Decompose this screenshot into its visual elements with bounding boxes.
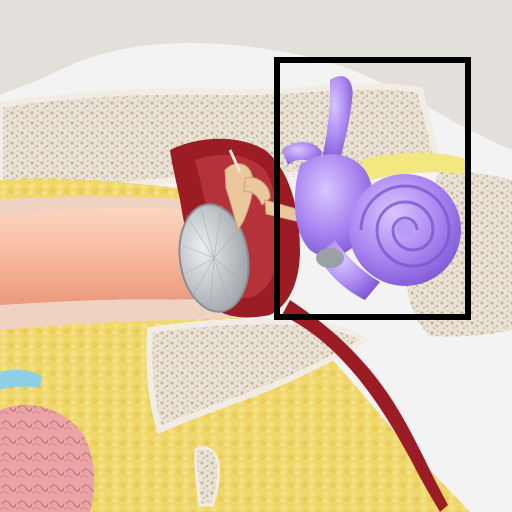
styloid-process (196, 448, 219, 505)
round-window (316, 248, 344, 268)
cochlea (349, 174, 461, 286)
